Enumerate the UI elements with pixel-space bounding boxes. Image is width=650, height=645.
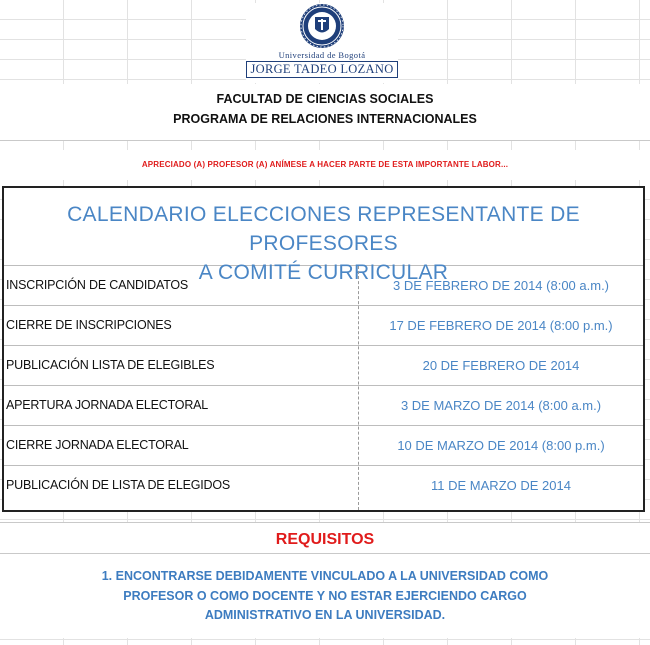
university-name: JORGE TADEO LOZANO (246, 61, 397, 78)
table-row (4, 346, 643, 386)
university-subtitle: Universidad de Bogotá (278, 50, 366, 60)
university-seal-icon (299, 3, 345, 49)
table-row (4, 386, 643, 426)
notice-text: APRECIADO (A) PROFESOR (A) ANÍMESE A HACER PARTE DE ESTA IMPORTANTE LABOR... (141, 160, 509, 169)
event-date: 17 DE FEBRERO DE 2014 (8:00 p.m.) (389, 318, 613, 333)
event-name: PUBLICACIÓN DE LISTA DE ELEGIDOS (6, 478, 230, 492)
calendar-title-line: A COMITÉ CURRICULAR (198, 261, 449, 284)
requirements-title: REQUISITOS (275, 531, 375, 548)
calendar-title-line: CALENDARIO ELECCIONES REPRESENTANTE DE PROFESORES (67, 203, 580, 255)
calendar-title (4, 188, 643, 284)
table-row (4, 266, 643, 306)
event-name: PUBLICACIÓN LISTA DE ELEGIBLES (6, 358, 215, 372)
divider (0, 140, 650, 141)
requirement-item: 1. ENCONTRARSE DEBIDAMENTE VINCULADO A LA UNIVERSIDAD COMO PROFESOR O COMO DOCENTE Y NO ESTAR EJERCIENDO CARGO ADMINISTRATIVO EN LA UNIVERSIDAD. (101, 569, 549, 622)
event-name: CIERRE JORNADA ELECTORAL (6, 438, 189, 452)
event-date: 11 DE MARZO DE 2014 (431, 478, 571, 493)
event-date: 3 DE MARZO DE 2014 (8:00 a.m.) (400, 398, 602, 413)
event-name: APERTURA JORNADA ELECTORAL (6, 398, 209, 412)
table-row (4, 426, 643, 466)
event-name: INSCRIPCIÓN DE CANDIDATOS (6, 278, 189, 292)
faculty-title: FACULTAD DE CIENCIAS SOCIALES (216, 92, 434, 106)
calendar-table (2, 186, 645, 512)
university-logo (246, 3, 398, 83)
table-row (4, 466, 643, 505)
table-row (4, 306, 643, 346)
event-name: CIERRE DE INSCRIPCIONES (6, 318, 172, 332)
event-date: 10 DE MARZO DE 2014 (8:00 p.m.) (397, 438, 605, 453)
event-date: 3 DE FEBRERO DE 2014 (8:00 a.m.) (392, 278, 610, 293)
program-title: PROGRAMA DE RELACIONES INTERNACIONALES (173, 112, 477, 126)
event-date: 20 DE FEBRERO DE 2014 (422, 358, 580, 373)
